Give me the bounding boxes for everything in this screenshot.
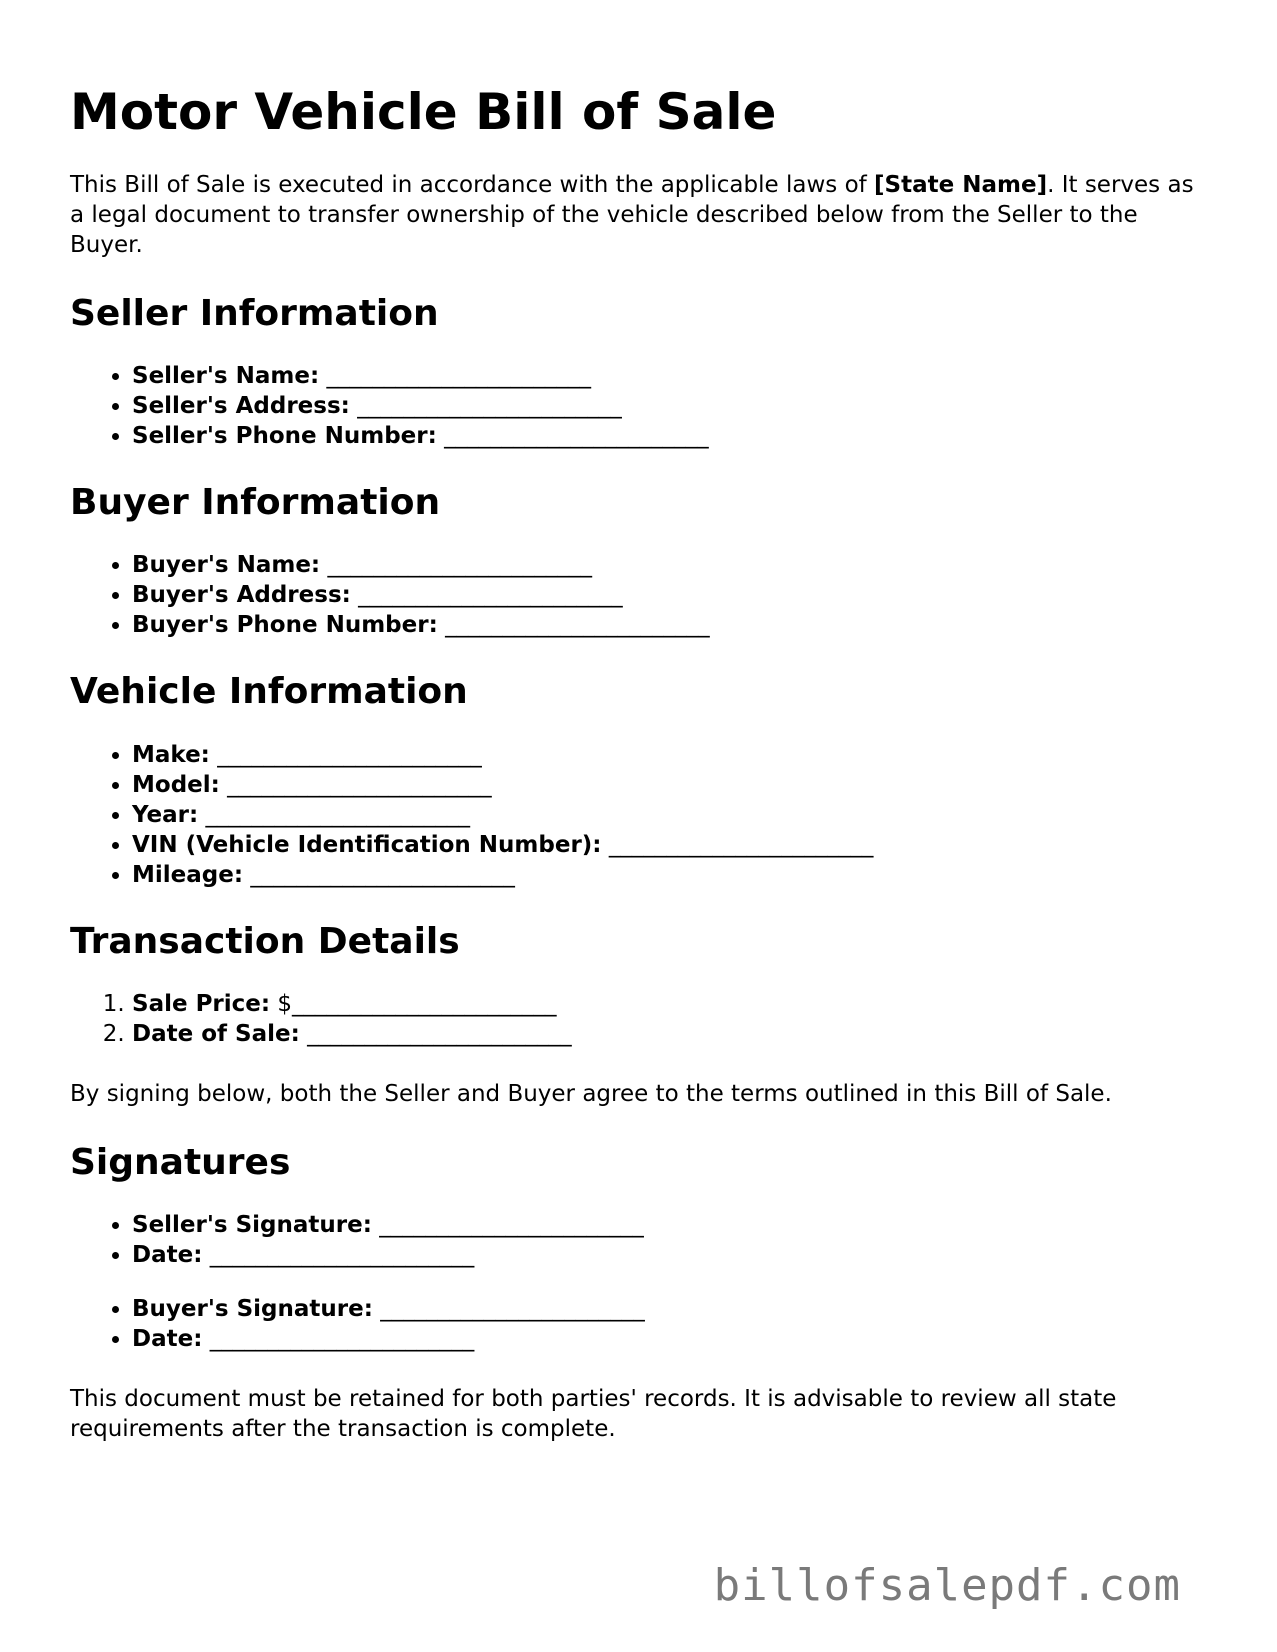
- closing-paragraph: This document must be retained for both parties' records. It is advisable to review all state requirements after the transaction is complete.: [70, 1385, 1117, 1442]
- website-watermark: billofsalepdf.com: [713, 1560, 1181, 1611]
- seller-phone-label: Seller's Phone Number:: [132, 423, 437, 450]
- buyer-section-heading: Buyer Information: [70, 482, 441, 524]
- buyer-phone-blank[interactable]: _______________________: [445, 612, 710, 639]
- vehicle-section-heading: Vehicle Information: [70, 671, 468, 713]
- vehicle-mileage-label: Mileage:: [132, 861, 244, 888]
- vehicle-make-blank[interactable]: _______________________: [217, 741, 482, 768]
- buyer-phone-item: [132, 610, 1210, 640]
- seller-signature-item: [132, 1210, 1210, 1240]
- buyer-name-label: Buyer's Name:: [132, 552, 321, 579]
- document-title: Motor Vehicle Bill of Sale: [70, 83, 777, 141]
- seller-signature-list: [70, 1210, 1210, 1270]
- seller-list: [70, 361, 1210, 451]
- sale-date-blank[interactable]: _______________________: [307, 1020, 572, 1047]
- transaction-list: [70, 989, 1210, 1049]
- seller-name-blank[interactable]: _______________________: [326, 363, 591, 390]
- buyer-address-blank[interactable]: _______________________: [358, 582, 623, 609]
- seller-address-blank[interactable]: _______________________: [357, 393, 622, 420]
- buyer-signature-list: [70, 1294, 1210, 1354]
- currency-symbol: $: [277, 990, 293, 1017]
- vehicle-model-blank[interactable]: _______________________: [227, 771, 492, 798]
- vehicle-list: [70, 740, 1210, 890]
- seller-phone-item: [132, 421, 1210, 451]
- vehicle-vin-blank[interactable]: _______________________: [608, 831, 874, 858]
- sale-date-item: [132, 1019, 1210, 1049]
- document-page: [70, 82, 1210, 1476]
- vehicle-year-item: [132, 800, 1210, 830]
- seller-address-label: Seller's Address:: [132, 393, 350, 420]
- seller-phone-blank[interactable]: _______________________: [444, 423, 709, 450]
- seller-name-item: [132, 361, 1210, 391]
- vehicle-make-label: Make:: [132, 741, 210, 768]
- seller-section-heading: Seller Information: [70, 293, 439, 334]
- sale-price-blank[interactable]: _______________________: [292, 990, 557, 1017]
- buyer-phone-label: Buyer's Phone Number:: [132, 612, 438, 639]
- seller-signature-blank[interactable]: _______________________: [379, 1211, 644, 1238]
- seller-address-item: [132, 391, 1210, 421]
- seller-name-label: Seller's Name:: [132, 363, 320, 390]
- buyer-date-item: [132, 1324, 1210, 1354]
- intro-text-before: This Bill of Sale is executed in accordance with the applicable laws of: [70, 172, 875, 198]
- seller-signature-label: Seller's Signature:: [132, 1211, 372, 1238]
- buyer-date-label: Date:: [132, 1325, 203, 1352]
- vehicle-model-label: Model:: [132, 771, 220, 798]
- sale-price-item: [132, 989, 1210, 1019]
- sale-price-label: Sale Price:: [132, 990, 271, 1017]
- buyer-signature-label: Buyer's Signature:: [132, 1295, 373, 1322]
- buyer-name-item: [132, 550, 1210, 580]
- transaction-section-heading: Transaction Details: [70, 920, 460, 962]
- seller-date-blank[interactable]: _______________________: [209, 1241, 475, 1268]
- buyer-address-item: [132, 580, 1210, 610]
- agreement-paragraph: By signing below, both the Seller and Buyer agree to the terms outlined in this Bill of Sale.: [70, 1080, 1112, 1107]
- vehicle-model-item: [132, 770, 1210, 800]
- buyer-date-blank[interactable]: _______________________: [209, 1325, 475, 1352]
- intro-text-after: . It serves as a legal document to transfer ownership of the vehicle described below from the Seller to the Buyer.: [70, 172, 1194, 258]
- signatures-section-heading: Signatures: [70, 1141, 291, 1183]
- state-name-placeholder: [State Name]: [874, 172, 1048, 198]
- vehicle-year-blank[interactable]: _______________________: [205, 801, 471, 828]
- seller-date-item: [132, 1240, 1210, 1270]
- vehicle-vin-item: [132, 830, 1210, 860]
- vehicle-vin-label: VIN (Vehicle Identification Number):: [132, 831, 602, 858]
- vehicle-make-item: [132, 740, 1210, 770]
- buyer-address-label: Buyer's Address:: [132, 582, 351, 609]
- buyer-signature-item: [132, 1294, 1210, 1324]
- buyer-name-blank[interactable]: _______________________: [327, 552, 592, 579]
- vehicle-mileage-item: [132, 860, 1210, 890]
- seller-date-label: Date:: [132, 1241, 203, 1268]
- buyer-list: [70, 550, 1210, 640]
- buyer-signature-blank[interactable]: _______________________: [380, 1295, 645, 1322]
- sale-date-label: Date of Sale:: [132, 1020, 300, 1047]
- vehicle-year-label: Year:: [132, 801, 199, 828]
- vehicle-mileage-blank[interactable]: _______________________: [250, 861, 515, 888]
- intro-paragraph: [70, 170, 1210, 260]
